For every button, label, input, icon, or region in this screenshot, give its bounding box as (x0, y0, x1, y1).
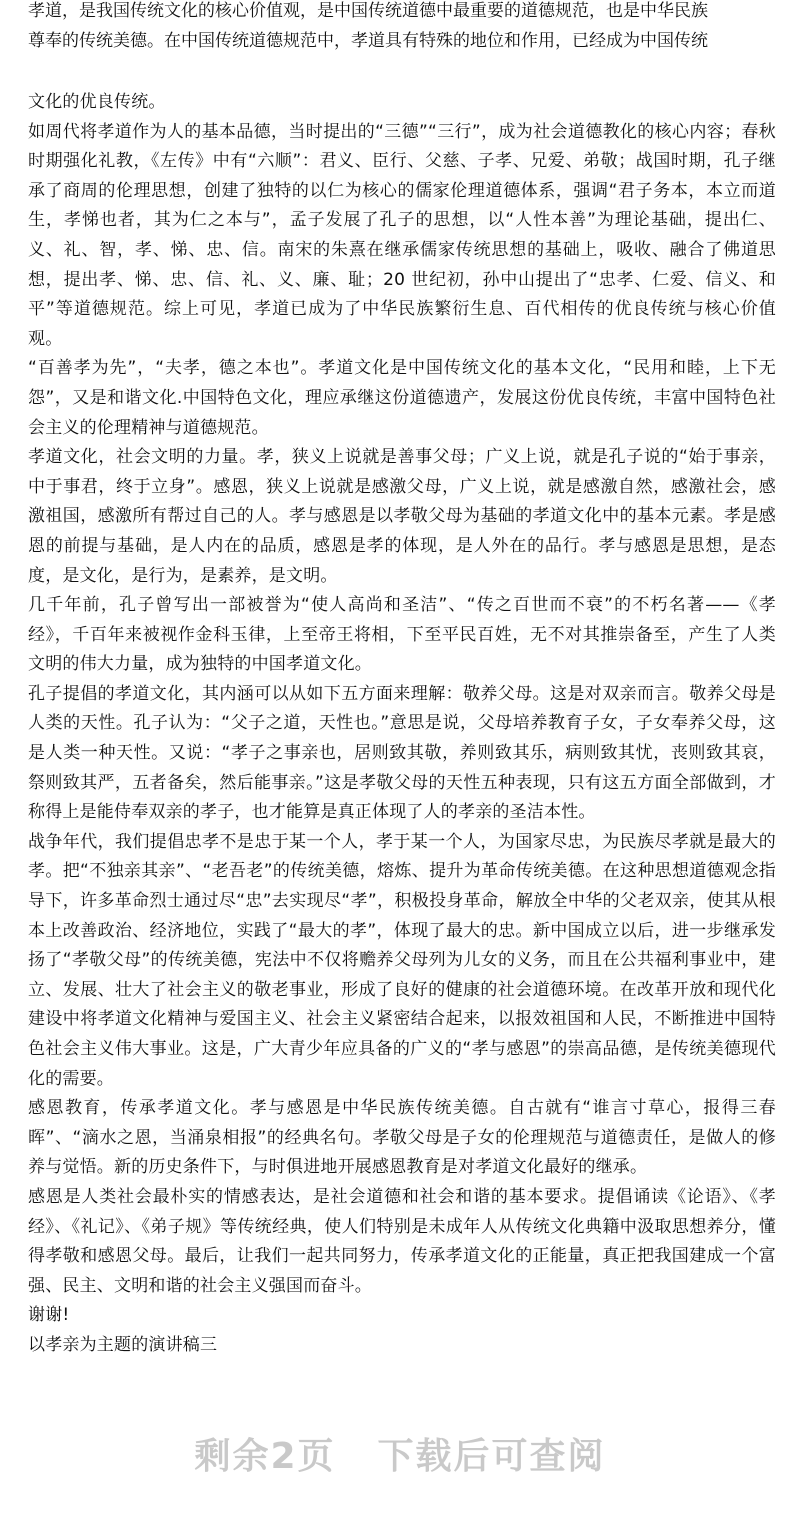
top-line-2: 尊奉的传统美德。在中国传统道德规范中，孝道具有特殊的地位和作用，已经成为中国传统 (28, 31, 708, 51)
paragraph-1: 文化的优良传统。 (28, 92, 166, 112)
download-banner (0, 1418, 800, 1488)
remaining-pages-label: 剩余2页 (194, 1435, 336, 1477)
thanks-line: 谢谢! (28, 1305, 70, 1326)
paragraph-5: 几千年前，孔子曾写出一部被誉为“使人高尚和圣洁”、“传之百世而不衰”的不朽名著——《孝经》，千百年来被视作金科玉律，上至帝王将相，下至平民百姓，无不对其推崇备至，产生了人类文明的伟大力量，成为独特的中国孝道文化。 (28, 595, 776, 675)
top-partial-text (28, 0, 778, 56)
paragraph-6: 孔子提倡的孝道文化，其内涵可以从如下五方面来理解：敬养父母。这是对双亲而言。敬养父母是人类的天性。孔子认为：“父子之道，天性也。”意思是说，父母培养教育子女，子女奉养父母，这是人类一种天性。又说：“孝子之事亲也，居则致其敬，养则致其乐，病则致其忧，丧则致其哀，祭则致其严，五者备矣，然后能事亲。”这是孝敬父母的天性五种表现，只有这五方面全部做到，才称得上是能侍奉双亲的孝子，也才能算是真正体现了人的孝亲的圣洁本性。 (28, 683, 776, 823)
top-line-1: 孝道，是我国传统文化的核心价值观，是中国传统道德中最重要的道德规范，也是中华民族 (28, 1, 708, 21)
paragraph-4: 孝道文化，社会文明的力量。孝，狭义上说就是善事父母；广义上说，就是孔子说的“始于事亲，中于事君，终于立身”。感恩，狭义上说就是感激父母，广义上说，就是感激自然，感激社会，感激祖国，感激所有帮过自己的人。孝与感恩是以孝敬父母为基础的孝道文化中的基本元素。孝是感恩的前提与基础，是人内在的品质，感恩是孝的体现，是人外在的品行。孝与感恩是思想，是态度，是文化，是行为，是素养，是文明。 (28, 447, 776, 586)
paragraph-3: “百善孝为先”，“夫孝，德之本也”。孝道文化是中国传统文化的基本文化，“民用和睦，上下无怨”，又是和谐文化.中国特色文化，理应承继这份道德遗产，发展这份优良传统，丰富中国特色社会主义的伦理精神与道德规范。 (28, 358, 776, 438)
document-body (28, 88, 776, 1361)
paragraph-8: 感恩教育，传承孝道文化。孝与感恩是中华民族传统美德。自古就有“谁言寸草心，报得三春晖”、“滴水之恩，当涌泉相报”的经典名句。孝敬父母是子女的伦理规范与道德责任，是做人的修养与觉悟。新的历史条件下，与时俱进地开展感恩教育是对孝道文化最好的继承。 (28, 1098, 776, 1178)
paragraph-9: 感恩是人类社会最朴实的情感表达，是社会道德和社会和谐的基本要求。提倡诵读《论语》、《孝经》、《礼记》、《弟子规》等传统经典，使人们特别是未成年人从传统文化典籍中汲取思想养分，懂得孝敬和感恩父母。最后，让我们一起共同努力，传承孝道文化的正能量，真正把我国建成一个富强、民主、文明和谐的社会主义强国而奋斗。 (28, 1186, 776, 1296)
download-to-view-link[interactable]: 下载后可查阅 (377, 1435, 606, 1477)
next-title: 以孝亲为主题的演讲稿三 (28, 1334, 218, 1355)
paragraph-2: 如周代将孝道作为人的基本品德，当时提出的“三德”“三行”，成为社会道德教化的核心内容；春秋时期强化礼教，《左传》中有“六顺”：君义、臣行、父慈、子孝、兄爱、弟敬；战国时期，孔子继承了商周的伦理思想，创建了独特的以仁为核心的儒家伦理道德体系，强调“君子务本，本立而道生，孝悌也者，其为仁之本与”，孟子发展了孔子的思想，以“人性本善”为理论基础，提出仁、义、礼、智，孝、悌、忠、信。南宋的朱熹在继承儒家传统思想的基础上，吸收、融合了佛道思想，提出孝、悌、忠、信、礼、义、廉、耻；20 世纪初，孙中山提出了“忠孝、仁爱、信义、和平”等道德规范。综上可见，孝道已成为了中华民族繁衍生息、百代相传的优良传统与核心价值观。 (28, 121, 776, 349)
paragraph-7: 战争年代，我们提倡忠孝不是忠于某一个人，孝于某一个人，为国家尽忠，为民族尽孝就是最大的孝。把“不独亲其亲”、“老吾老”的传统美德，熔炼、提升为革命传统美德。在这种思想道德观念指导下，许多革命烈士通过尽“忠”去实现尽“孝”，积极投身革命，解放全中华的父老双亲，使其从根本上改善政治、经济地位，实践了“最大的孝”，体现了最大的忠。新中国成立以后，进一步继承发扬了“孝敬父母”的传统美德，宪法中不仅将赡养父母列为儿女的义务，而且在公共福利事业中，建立、发展、壮大了社会主义的敬老事业，形成了良好的健康的社会道德环境。在改革开放和现代化建设中将孝道文化精神与爱国主义、社会主义紧密结合起来，以报效祖国和人民，不断推进中国特色社会主义伟大事业。这是，广大青少年应具备的广义的“孝与感恩”的崇高品德，是传统美德现代化的需要。 (28, 831, 776, 1089)
